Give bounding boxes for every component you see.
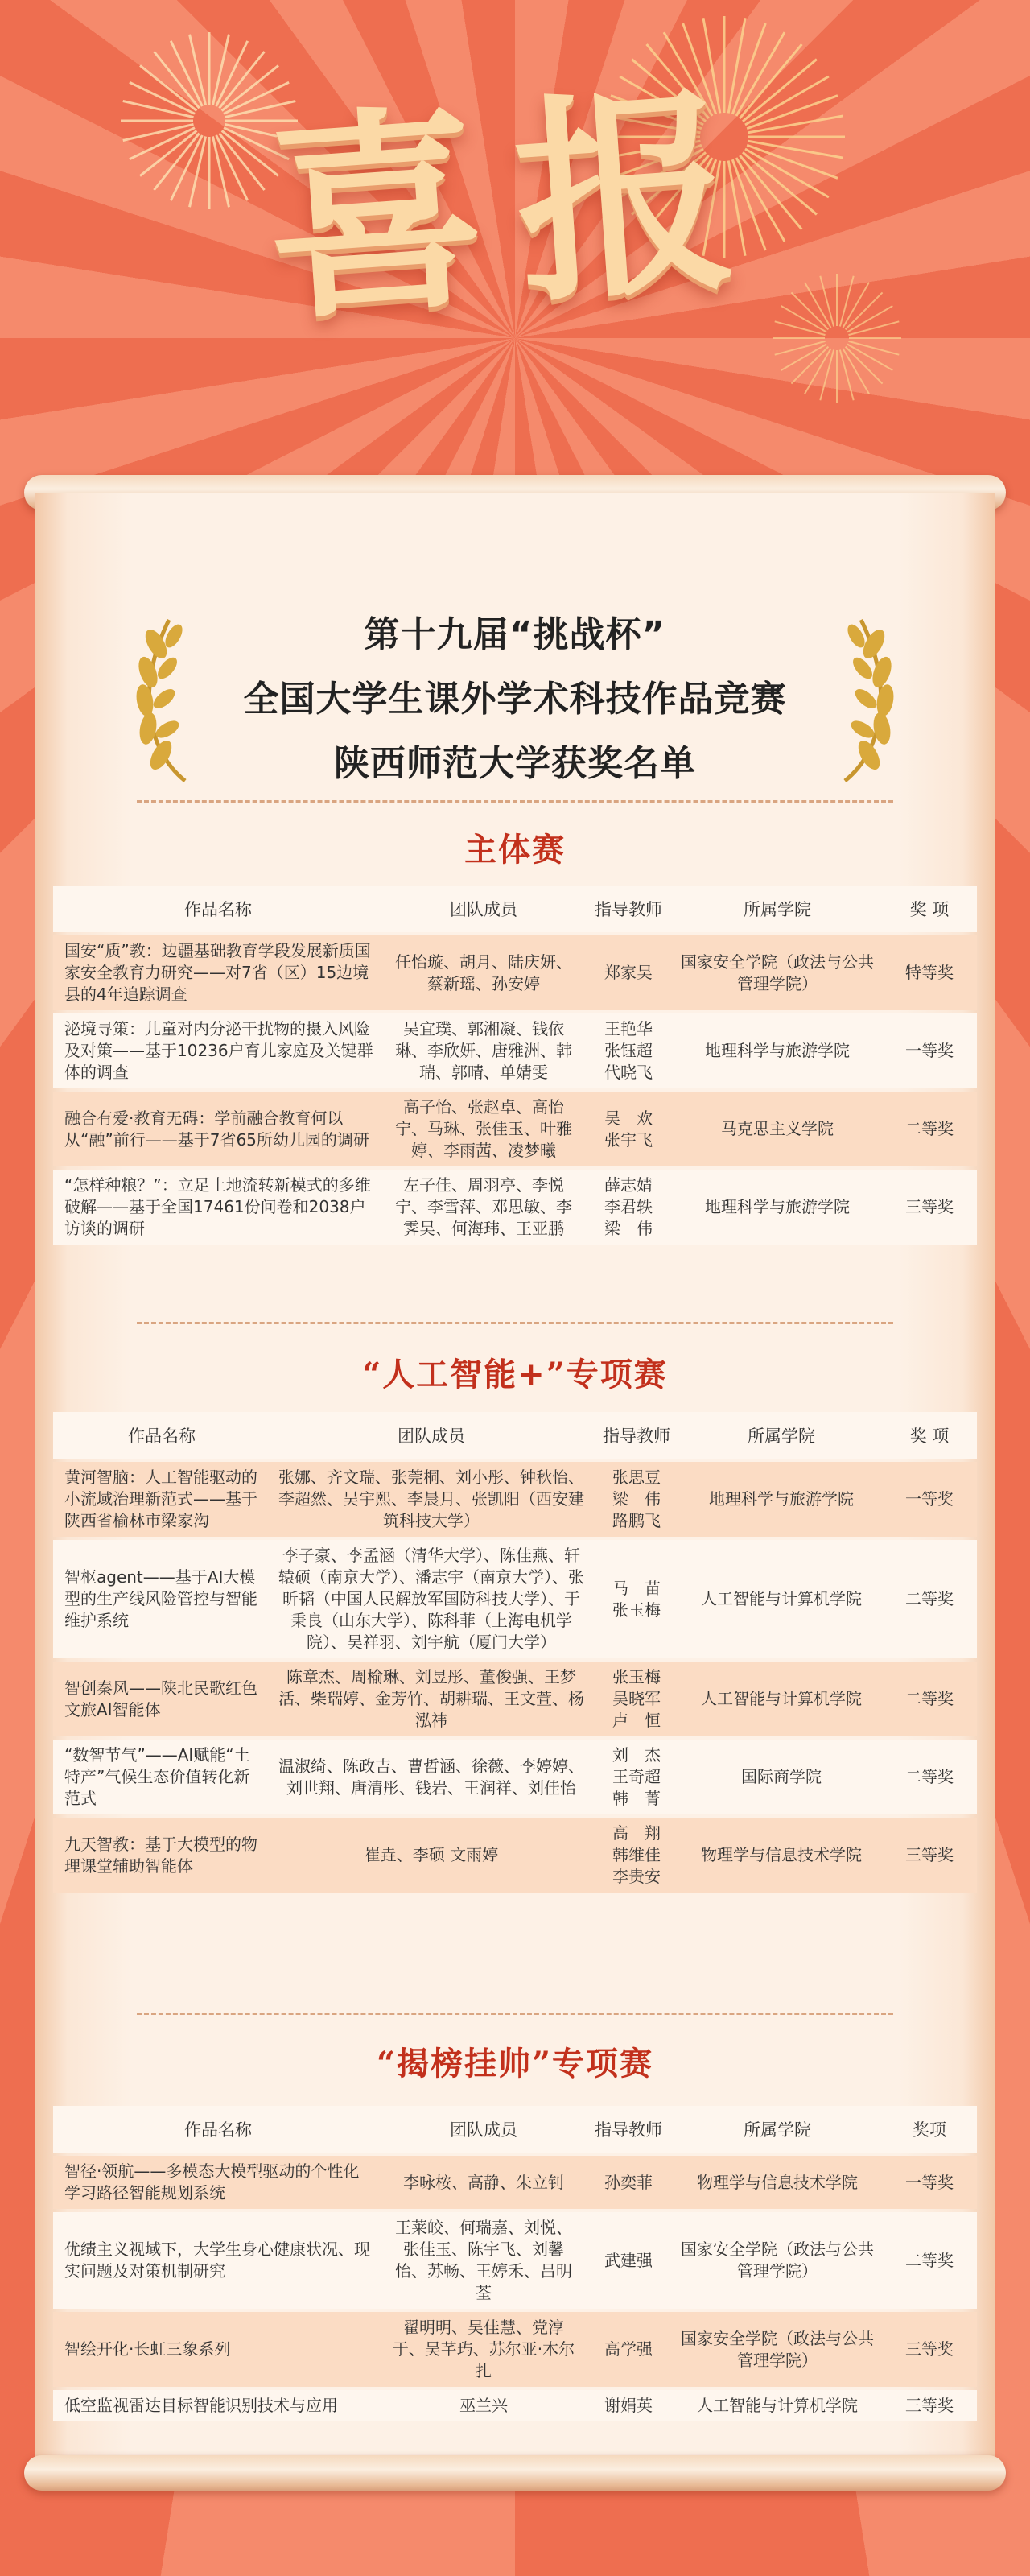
col-header-school: 所属学院 [681, 1412, 882, 1459]
table-row [53, 2390, 977, 2421]
advisors: 吴 欢 张宇飞 [584, 1092, 673, 1166]
team-members: 李咏桉、高静、朱立钊 [383, 2156, 584, 2209]
advisors: 张玉梅 吴晓军 卢 恒 [592, 1662, 681, 1736]
table-row [53, 1092, 977, 1166]
team-members: 翟明明、吴佳慧、党淳于、吴芊玙、苏尔亚·木尔扎 [383, 2312, 584, 2387]
school: 人工智能与计算机学院 [673, 2390, 882, 2421]
table-row [53, 2312, 977, 2387]
advisors: 孙奕菲 [584, 2156, 673, 2209]
scroll-rod-bottom [24, 2455, 1006, 2491]
title-line-3: 陕西师范大学获奖名单 [334, 743, 696, 784]
section-title-ai: “人工智能+”专项赛 [362, 1356, 668, 1393]
award: 一等奖 [882, 1462, 977, 1537]
school: 地理科学与旅游学院 [673, 1013, 882, 1088]
advisors: 马 苗 张玉梅 [592, 1540, 681, 1658]
advisors: 高学强 [584, 2312, 673, 2387]
award: 三等奖 [882, 2390, 977, 2421]
headline-xibao: 喜报 [258, 60, 774, 351]
awards-table-bang [53, 2103, 977, 2425]
awards-table-ai [53, 1409, 977, 1896]
school: 国际商学院 [681, 1740, 882, 1814]
table-row [53, 1818, 977, 1893]
advisors: 薛志婧 李君轶 梁 伟 [584, 1170, 673, 1245]
work-name: 九天智教：基于大模型的物理课堂辅助智能体 [53, 1818, 270, 1893]
team-members: 王莱皎、何瑞嘉、刘悦、张佳玉、陈宇飞、刘馨怡、苏畅、王婷禾、吕明荃 [383, 2212, 584, 2309]
school: 人工智能与计算机学院 [681, 1662, 882, 1736]
school: 物理学与信息技术学院 [681, 1818, 882, 1893]
school: 国家安全学院（政法与公共管理学院） [673, 2212, 882, 2309]
team-members: 陈章杰、周榆琳、刘昱彤、董俊强、王梦活、柴瑞婷、金芳竹、胡耕瑞、王文萱、杨泓祎 [270, 1662, 592, 1736]
team-members: 任怡璇、胡月、陆庆妍、蔡新瑶、孙安婷 [383, 935, 584, 1010]
work-name: 智创秦风——陕北民歌红色文旅AI智能体 [53, 1662, 270, 1736]
award: 三等奖 [882, 2312, 977, 2387]
award: 二等奖 [882, 1740, 977, 1814]
school: 物理学与信息技术学院 [673, 2156, 882, 2209]
col-header-name: 作品名称 [53, 1412, 270, 1459]
col-header-award: 奖项 [882, 2106, 977, 2153]
work-name: 智绘开化·长虹三象系列 [53, 2312, 383, 2387]
team-members: 吴宜璞、郭湘凝、钱依琳、李欣妍、唐雅洲、韩瑞、郭晴、单婧雯 [383, 1013, 584, 1088]
col-header-name: 作品名称 [53, 2106, 383, 2153]
team-members: 崔垚、李硕 文雨婷 [270, 1818, 592, 1893]
col-header-name: 作品名称 [53, 886, 383, 932]
col-header-advisor: 指导教师 [584, 886, 673, 932]
divider [137, 2013, 893, 2015]
award: 二等奖 [882, 1540, 977, 1658]
work-name: 优绩主义视域下，大学生身心健康状况、现实问题及对策机制研究 [53, 2212, 383, 2309]
work-name: 智径·领航——多模态大模型驱动的个性化学习路径智能规划系统 [53, 2156, 383, 2209]
award: 一等奖 [882, 1013, 977, 1088]
work-name: “怎样种粮？”：立足土地流转新模式的多维破解——基于全国17461份问卷和2038户访谈的调研 [53, 1170, 383, 1245]
table-row [53, 2156, 977, 2209]
work-name: 融合有爱·教育无碍：学前融合教育何以从“融”前行——基于7省65所幼儿园的调研 [53, 1092, 383, 1166]
col-header-award: 奖 项 [882, 1412, 977, 1459]
advisors: 郑家昊 [584, 935, 673, 1010]
title-line-1: 第十九届“挑战杯” [364, 614, 666, 655]
table-row [53, 1462, 977, 1537]
team-members: 高子怡、张赵卓、高怡宁、马琳、张佳玉、叶雅婷、李雨茜、凌梦曦 [383, 1092, 584, 1166]
divider [137, 800, 893, 803]
section-title-bang: “揭榜挂帅”专项赛 [376, 2045, 653, 2083]
work-name: 低空监视雷达目标智能识别技术与应用 [53, 2390, 383, 2421]
school: 人工智能与计算机学院 [681, 1540, 882, 1658]
award: 三等奖 [882, 1170, 977, 1245]
table-row [53, 2212, 977, 2309]
work-name: “数智节气”——AI赋能“土特产”气候生态价值转化新范式 [53, 1740, 270, 1814]
col-header-advisor: 指导教师 [584, 2106, 673, 2153]
work-name: 国安“质”教：边疆基础教育学段发展新质国家安全教育力研究——对7省（区）15边境县的4年追踪调查 [53, 935, 383, 1010]
team-members: 李子豪、李孟涵（清华大学）、陈佳燕、轩辕硕（南京大学）、潘志宇（南京大学）、张昕韬（中国人民解放军国防科技大学）、于秉良（山东大学）、陈科菲（上海电机学院）、吴祥羽、刘宇航（厦门大学） [270, 1540, 592, 1658]
section-title-main: 主体赛 [464, 831, 566, 869]
award: 二等奖 [882, 1092, 977, 1166]
advisors: 张思豆 梁 伟 路鹏飞 [592, 1462, 681, 1537]
school: 国家安全学院（政法与公共管理学院） [673, 935, 882, 1010]
advisors: 高 翔 韩维佳 李贵安 [592, 1818, 681, 1893]
school: 地理科学与旅游学院 [673, 1170, 882, 1245]
col-header-advisor: 指导教师 [592, 1412, 681, 1459]
work-name: 泌境寻策：儿童对内分泌干扰物的摄入风险及对策——基于10236户育儿家庭及关键群体的调查 [53, 1013, 383, 1088]
col-header-team: 团队成员 [383, 886, 584, 932]
col-header-school: 所属学院 [673, 2106, 882, 2153]
award: 二等奖 [882, 2212, 977, 2309]
table-row [53, 1662, 977, 1736]
team-members: 温淑绮、陈政吉、曹哲涵、徐薇、李婷婷、刘世翔、唐清彤、钱岩、王润祥、刘佳怡 [270, 1740, 592, 1814]
award: 特等奖 [882, 935, 977, 1010]
award: 三等奖 [882, 1818, 977, 1893]
col-header-school: 所属学院 [673, 886, 882, 932]
table-row [53, 1740, 977, 1814]
work-name: 智枢agent——基于AI大模型的生产线风险管控与智能维护系统 [53, 1540, 270, 1658]
title-line-2: 全国大学生课外学术科技作品竞赛 [243, 679, 787, 720]
team-members: 左子佳、周羽亭、李悦宁、李雪萍、邓思敏、李霁昊、何海玮、王亚鹏 [383, 1170, 584, 1245]
table-row [53, 1540, 977, 1658]
advisors: 刘 杰 王奇超 韩 菁 [592, 1740, 681, 1814]
advisors: 谢娟英 [584, 2390, 673, 2421]
table-row [53, 1170, 977, 1245]
table-row [53, 1013, 977, 1088]
award: 二等奖 [882, 1662, 977, 1736]
awards-table-main [53, 882, 977, 1248]
col-header-team: 团队成员 [383, 2106, 584, 2153]
school: 地理科学与旅游学院 [681, 1462, 882, 1537]
team-members: 张娜、齐文瑞、张莞桐、刘小彤、钟秋怡、李超然、吴宇熙、李晨月、张凯阳（西安建筑科技大学） [270, 1462, 592, 1537]
table-row [53, 935, 977, 1010]
work-name: 黄河智脑：人工智能驱动的小流域治理新范式——基于陕西省榆林市梁家沟 [53, 1462, 270, 1537]
award: 一等奖 [882, 2156, 977, 2209]
col-header-award: 奖 项 [882, 886, 977, 932]
advisors: 王艳华 张钰超 代晓飞 [584, 1013, 673, 1088]
school: 马克思主义学院 [673, 1092, 882, 1166]
team-members: 巫兰兴 [383, 2390, 584, 2421]
col-header-team: 团队成员 [270, 1412, 592, 1459]
divider [137, 1322, 893, 1324]
advisors: 武建强 [584, 2212, 673, 2309]
school: 国家安全学院（政法与公共管理学院） [673, 2312, 882, 2387]
